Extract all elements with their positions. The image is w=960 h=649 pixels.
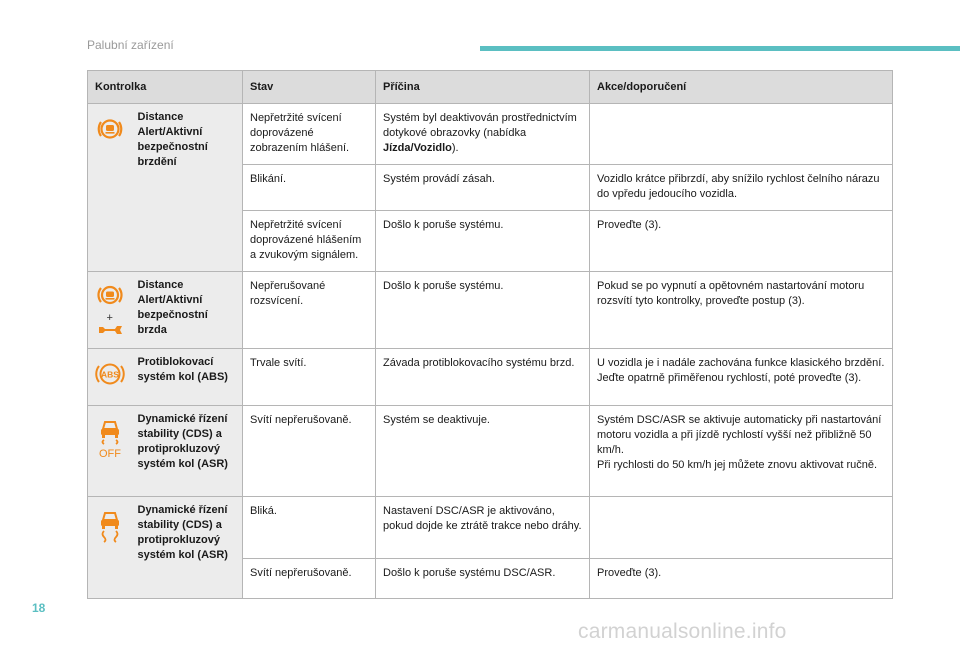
- table-row: [88, 349, 893, 406]
- pricina-cell: Došlo k poruše systému DSC/ASR.: [376, 559, 590, 599]
- pricina-cell: Došlo k poruše systému.: [376, 272, 590, 349]
- abs-icon: [88, 359, 132, 394]
- akce-cell: Pokud se po vypnutí a opětovném nastartování motoru rozsvítí tyto kontrolky, proveďte postup (3).: [590, 272, 893, 349]
- akce-text: U vozidla je i nadále zachována funkce klasického brzdění.: [597, 357, 885, 369]
- distance-alert-brake-icon: [88, 282, 132, 313]
- indicator-icon-cell: [88, 497, 132, 599]
- indicator-name: Distance Alert/Aktivní bezpečnostní brzdění: [132, 104, 243, 272]
- stav-cell: Blikání.: [243, 165, 376, 211]
- indicator-icon-cell: [88, 406, 132, 497]
- dsc-off-icon: [88, 416, 132, 465]
- akce-cell: [590, 497, 893, 559]
- stav-cell: Nepřetržité svícení doprovázené hlášením a zvukovým signálem.: [243, 211, 376, 272]
- akce-cell: [590, 104, 893, 165]
- pricina-cell: Nastavení DSC/ASR je aktivováno, pokud dojde ke ztrátě trakce nebo dráhy.: [376, 497, 590, 559]
- indicator-name: Distance Alert/Aktivní bezpečnostní brzda: [132, 272, 243, 349]
- plus-sign: +: [106, 312, 113, 324]
- distance-alert-brake-icon: [88, 114, 132, 149]
- stav-cell: Nepřetržité svícení doprovázené zobrazením hlášení.: [243, 104, 376, 165]
- stav-cell: Svítí nepřerušovaně.: [243, 559, 376, 599]
- watermark: carmanualsonline.info: [578, 620, 787, 643]
- column-header-pricina: Příčina: [376, 71, 590, 104]
- akce-cell: [590, 349, 893, 406]
- pricina-cell: [376, 104, 590, 165]
- header-accent-bar: [480, 46, 960, 51]
- table-row: [88, 406, 893, 497]
- indicator-icon-cell: [88, 272, 132, 349]
- stav-cell: Nepřerušované rozsvícení.: [243, 272, 376, 349]
- column-header-stav: Stav: [243, 71, 376, 104]
- off-icon-text: OFF: [99, 448, 121, 460]
- indicator-name: Protiblokovací systém kol (ABS): [132, 349, 243, 406]
- stav-cell: Bliká.: [243, 497, 376, 559]
- pricina-cell: Závada protiblokovacího systému brzd.: [376, 349, 590, 406]
- menu-name-jizda: Jízda: [383, 142, 411, 154]
- table-row: [88, 104, 893, 165]
- table-row: [88, 272, 893, 349]
- page-number: 18: [32, 601, 46, 615]
- table-header-row: [88, 71, 893, 104]
- menu-name-vozidlo: Vozidlo: [413, 142, 452, 154]
- pricina-cell: Systém se deaktivuje.: [376, 406, 590, 497]
- pricina-text: Systém byl deaktivován prostřednictvím dotykové obrazovky (nabídka: [383, 112, 577, 139]
- indicator-name: Dynamické řízení stability (CDS) a protiprokluzový systém kol (ASR): [132, 406, 243, 497]
- dsc-skid-icon: [88, 507, 132, 548]
- indicator-icon-cell: [88, 104, 132, 272]
- akce-cell: Proveďte (3).: [590, 559, 893, 599]
- wrench-icon: [88, 323, 132, 342]
- column-header-akce: Akce/doporučení: [590, 71, 893, 104]
- akce-cell: Vozidlo krátce přibrzdí, aby snížilo rychlost čelního nárazu do vpředu jedoucího vozidla.: [590, 165, 893, 211]
- akce-text: Při rychlosti do 50 km/h jej můžete znovu aktivovat ručně.: [597, 459, 878, 471]
- pricina-cell: Došlo k poruše systému.: [376, 211, 590, 272]
- akce-cell: Proveďte (3).: [590, 211, 893, 272]
- akce-cell: [590, 406, 893, 497]
- table-row: [88, 497, 893, 559]
- menu-separator: /: [410, 142, 414, 154]
- akce-text: Systém DSC/ASR se aktivuje automaticky při nastartování motoru vozidla a při jízdě rychlostí vyšší než přibližně 50 km/h.: [597, 414, 882, 456]
- stav-cell: Svítí nepřerušovaně.: [243, 406, 376, 497]
- indicator-name: Dynamické řízení stability (CDS) a protiprokluzový systém kol (ASR): [132, 497, 243, 599]
- abs-icon-text: ABS: [101, 369, 119, 380]
- akce-text: Jeďte opatrně přiměřenou rychlostí, poté proveďte (3).: [597, 372, 862, 384]
- indicator-icon-cell: [88, 349, 132, 406]
- pricina-text-end: ).: [451, 142, 459, 154]
- pricina-cell: Systém provádí zásah.: [376, 165, 590, 211]
- warning-lights-table: [87, 70, 893, 599]
- stav-cell: Trvale svítí.: [243, 349, 376, 406]
- column-header-kontrolka: Kontrolka: [88, 71, 243, 104]
- section-title: Palubní zařízení: [87, 38, 174, 52]
